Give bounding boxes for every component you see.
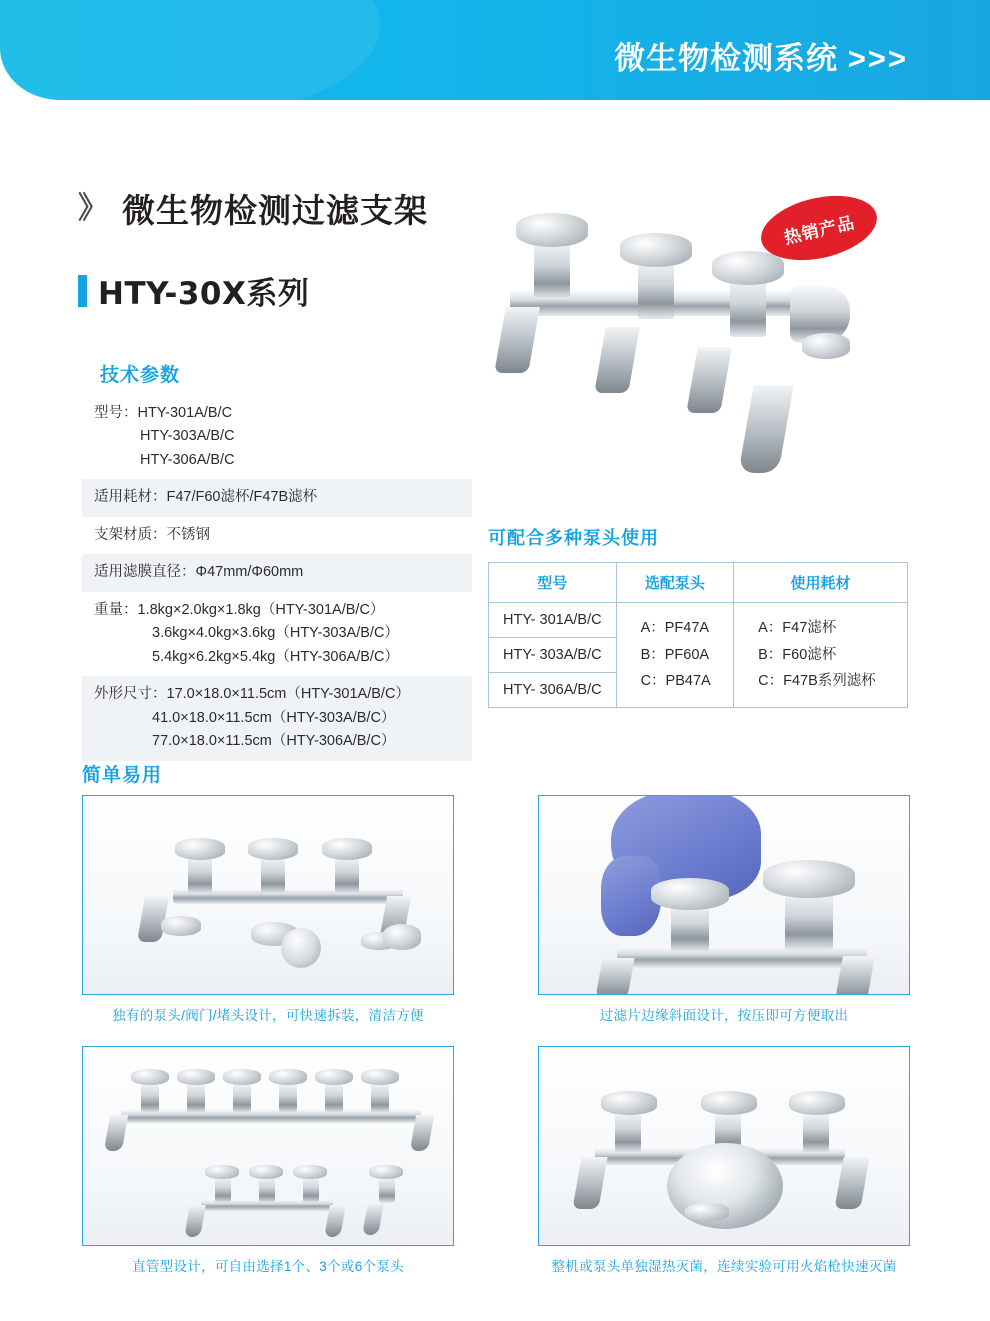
spec-table — [82, 395, 472, 761]
spec-value: Φ47mm/Φ60mm — [195, 564, 304, 581]
spec-row — [82, 676, 472, 760]
cell-model: HTY- 301A/B/C — [489, 603, 617, 638]
table-row — [489, 603, 908, 638]
spec-row — [82, 395, 472, 479]
photo-cell — [538, 795, 910, 1036]
photo-caption: 直管型设计，可自由选择1个、3个或6个泵头 — [132, 1259, 404, 1274]
hero-product-image — [430, 195, 900, 505]
photo-grid — [82, 795, 910, 1287]
spec-heading: 技术参数 — [100, 365, 181, 386]
photo-cell — [82, 1046, 454, 1287]
double-chevron-icon: 》 — [78, 191, 108, 225]
product-series-row — [78, 268, 309, 313]
column-header-model: 型号 — [489, 563, 617, 603]
spec-value: HTY-306A/B/C — [140, 451, 235, 468]
spec-row — [82, 592, 472, 676]
spec-value: 1.8kg×2.0kg×1.8kg（HTY-301A/B/C） — [137, 601, 385, 618]
gloved-hand-filter-photo — [538, 795, 910, 995]
manifold-parts-photo — [82, 795, 454, 995]
column-header-pumphead: 选配泵头 — [616, 563, 734, 603]
spec-value: 5.4kg×6.2kg×5.4kg（HTY-306A/B/C） — [152, 648, 399, 665]
spec-value: HTY-301A/B/C — [137, 405, 233, 421]
spec-value: HTY-303A/B/C — [140, 428, 235, 445]
photo-caption: 整机或泵头单独湿热灭菌，连续实验可用火焰枪快速灭菌 — [551, 1259, 897, 1274]
spec-label: 外形尺寸： — [94, 686, 167, 703]
spec-row — [82, 479, 472, 516]
pumphead-item: A：PF47A — [640, 619, 710, 636]
page-header — [0, 0, 990, 100]
page-title: 微生物检测过滤支架 — [122, 192, 428, 229]
spec-value: F47/F60滤杯/F47B滤杯 — [166, 489, 318, 506]
spec-label: 适用滤膜直径： — [94, 564, 196, 581]
cell-consumables — [734, 603, 908, 708]
table-header-row — [489, 563, 908, 603]
photo-caption: 独有的泵头/阀门/堵头设计，可快速拆装，清洁方便 — [112, 1008, 424, 1023]
photo-cell — [82, 795, 454, 1036]
spec-value: 3.6kg×4.0kg×3.6kg（HTY-303A/B/C） — [152, 625, 399, 642]
column-header-consumable: 使用耗材 — [734, 563, 908, 603]
consumable-item: B：F60滤杯 — [758, 646, 837, 663]
header-title — [614, 33, 908, 78]
spec-row — [82, 554, 472, 591]
header-title-text: 微生物检测系统 — [614, 41, 839, 76]
cell-model: HTY- 306A/B/C — [489, 673, 617, 708]
spec-value: 41.0×18.0×11.5cm（HTY-303A/B/C） — [152, 709, 396, 726]
spec-row — [82, 517, 472, 554]
pumphead-item: B：PF60A — [640, 646, 710, 663]
series-label: HTY-30X系列 — [98, 276, 310, 312]
status-badge: 热销产品 — [755, 185, 883, 270]
spec-value: 不锈钢 — [166, 526, 210, 543]
straight-manifold-photo — [82, 1046, 454, 1246]
spec-value: 17.0×18.0×11.5cm（HTY-301A/B/C） — [166, 686, 410, 703]
spec-label: 型号： — [94, 405, 138, 421]
consumable-item: C：F47B系列滤杯 — [758, 673, 876, 690]
spec-label: 支架材质： — [94, 526, 167, 543]
sterilization-photo — [538, 1046, 910, 1246]
spec-label: 适用耗材： — [94, 489, 167, 506]
easy-use-heading: 简单易用 — [82, 765, 163, 786]
pump-heading: 可配合多种泵头使用 — [488, 528, 659, 548]
header-arrows-icon: >>> — [847, 41, 908, 76]
product-title-row — [78, 185, 428, 232]
pump-compatibility-table — [488, 562, 908, 708]
accent-bar — [78, 275, 87, 307]
pumphead-item: C：PB47A — [640, 673, 711, 690]
consumable-item: A：F47滤杯 — [758, 619, 837, 636]
spec-label: 重量： — [94, 601, 138, 618]
cell-pumpheads — [616, 603, 734, 708]
photo-caption: 过滤片边缘斜面设计，按压即可方便取出 — [599, 1008, 849, 1023]
cell-model: HTY- 303A/B/C — [489, 638, 617, 673]
spec-value: 77.0×18.0×11.5cm（HTY-306A/B/C） — [152, 733, 396, 750]
photo-cell — [538, 1046, 910, 1287]
